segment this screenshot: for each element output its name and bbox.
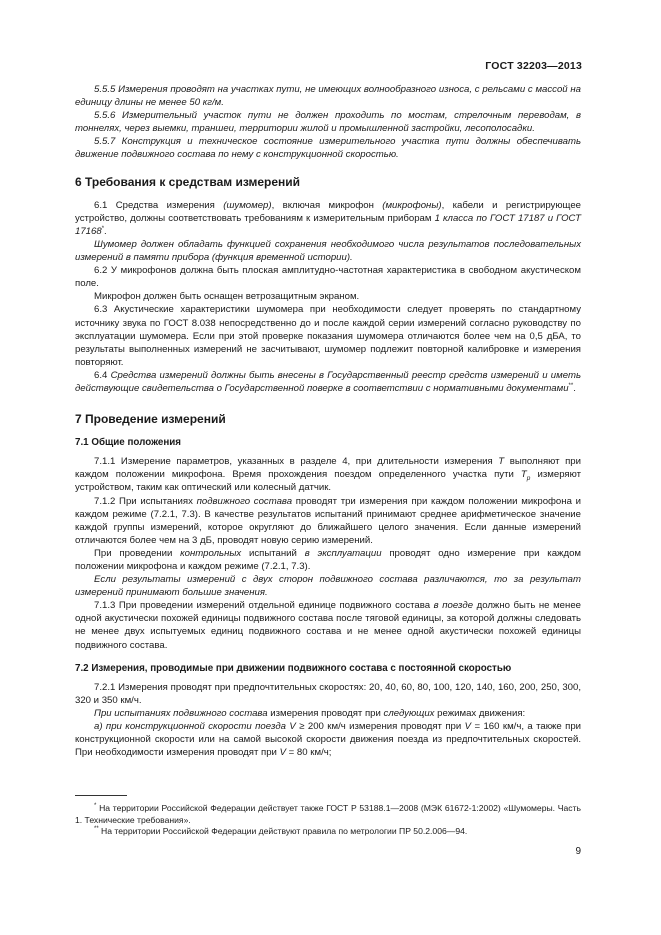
footnote-mark-1: * — [101, 225, 105, 232]
footnote-2: ** На территории Российской Федерации действуют правила по метрологии ПР 50.2.006—94. — [94, 826, 468, 837]
paragraph-6-2: 6.2 У микрофонов должна быть плоская амплитудно-частотная характеристика в свободном акустическом поле. — [75, 265, 581, 290]
paragraph-7-2-1-b: При испытаниях подвижного состава измерения проводят при следующих режимах движения: — [94, 707, 526, 719]
section-6-heading: 6 Требования к средствам измерений — [75, 174, 301, 189]
page-number: 9 — [575, 846, 581, 857]
paragraph-7-1-2-c: Если результаты измерений с двух сторон подвижного состава различаются, то за результат измерений принимают большие значения. — [75, 574, 581, 599]
paragraph-6-1: 6.1 Средства измерения (шумомер), включая микрофон (микрофоны), кабели и регистрирующее устройство, должны соответствовать требованиям к измерительным приборам 1 класса по ГОСТ 17187 и ГОСТ 17168*. — [75, 199, 582, 237]
paragraph-7-1-3: 7.1.3 При проведении измерений отдельной единице подвижного состава в поезде должно быть не менее одной акустически похожей единицы подвижного состава после тяговой единицы, за которой должны следовать не менее двух испытуемых единиц подвижного состава и не менее одной акустически похожей единицы подвижного состава. — [75, 600, 581, 651]
footnote-1: * На территории Российской Федерации действует также ГОСТ Р 53188.1—2008 (МЭК 61672-1:2002) «Шумомеры. Часть 1. Технические требования». — [75, 803, 581, 825]
footnote-mark-2: ** — [568, 382, 574, 389]
paragraph-7-1-2-b: При проведении контрольных испытаний в эксплуатации проводят одно измерение при каждом положении микрофона и каждом режиме (7.2.1, 7.3). — [75, 547, 581, 572]
section-7-1-heading: 7.1 Общие положения — [75, 437, 182, 449]
paragraph-5-5-6: 5.5.6 Измерительный участок пути не должен проходить по мостам, стрелочным переводам, в тоннелях, через выемки, траншеи, территории жилой и промышленной застройки, лесополосадки. — [75, 110, 581, 135]
paragraph-6-4: 6.4 Средства измерений должны быть внесены в Государственный реестр средств измерений и иметь действующие свидетельства о Государственной поверке в соответствии с нормативными документами**. — [75, 369, 581, 394]
paragraph-6-3: 6.3 Акустические характеристики шумомера при необходимости следует проверять по стандартному источнику звука по ГОСТ 8.038 непосредственно до и после каждой серии измерений согласно руководству по эксплуатации шумомера. Если при этой проверке показания шумомера отличаются более чем на 0,5 дБА, то результаты выполненных измерений не засчитывают, шумомер подлежит повторной калибровке и измерения повторяют. — [75, 304, 581, 368]
footnote-divider — [75, 795, 127, 796]
section-7-heading: 7 Проведение измерений — [75, 412, 226, 427]
paragraph-5-5-5: 5.5.5 Измерения проводят на участках пути, не имеющих волнообразного износа, с рельсами с массой на единицу длины не менее 50 кг/м. — [75, 84, 581, 109]
paragraph-7-2-1: 7.2.1 Измерения проводят при предпочтительных скоростях: 20, 40, 60, 80, 100, 120, 140, 160, 200, 250, 300, 320 и 350 км/ч. — [75, 681, 581, 706]
paragraph-7-1-1: 7.1.1 Измерение параметров, указанных в разделе 4, при длительности измерения T выполняют при каждом положении микрофона. Время прохождения поездом определенного участка пути $T_p$ измеряют устройством, таким как оптический или колесный датчик. — [75, 456, 582, 494]
footnotes — [75, 795, 581, 838]
paragraph-5-5-7: 5.5.7 Конструкция и техническое состояние измерительного участка пути должны обеспечивать движение подвижного состава по нему с конструкционной скоростью. — [75, 136, 581, 161]
section-7-2-heading: 7.2 Измерения, проводимые при движении подвижного состава с постоянной скоростью — [75, 662, 512, 674]
paragraph-6-2-b: Микрофон должен быть оснащен ветрозащитным экраном. — [94, 291, 360, 303]
document-header: ГОСТ 32203—2013 — [485, 60, 582, 72]
paragraph-7-2-1-a: а) при конструкционной скорости поезда V ≥ 200 км/ч измерения проводят при V = 160 км/ч, а также при конструкционной скорости или на самой высокой скорости движения поезда из предпочтительных скоростей. При необходимости измерения проводят при V = 80 км/ч; — [75, 721, 582, 759]
paragraph-7-1-2: 7.1.2 При испытаниях подвижного состава проводят три измерения при каждом положении микрофона и каждом режиме (7.2.1, 7.3). В качестве результатов испытаний принимают среднее арифметическое значение каждой группы измерений, которое округляют до ближайшего целого значения. Если данные измерений отличаются более чем на 3 дБ, проводят новую серию измерений. — [75, 495, 581, 546]
paragraph-6-1-note: Шумомер должен обладать функцией сохранения необходимого числа результатов последовательных измерений в памяти прибора (функция временной истории). — [75, 238, 581, 264]
document-body — [75, 83, 581, 759]
